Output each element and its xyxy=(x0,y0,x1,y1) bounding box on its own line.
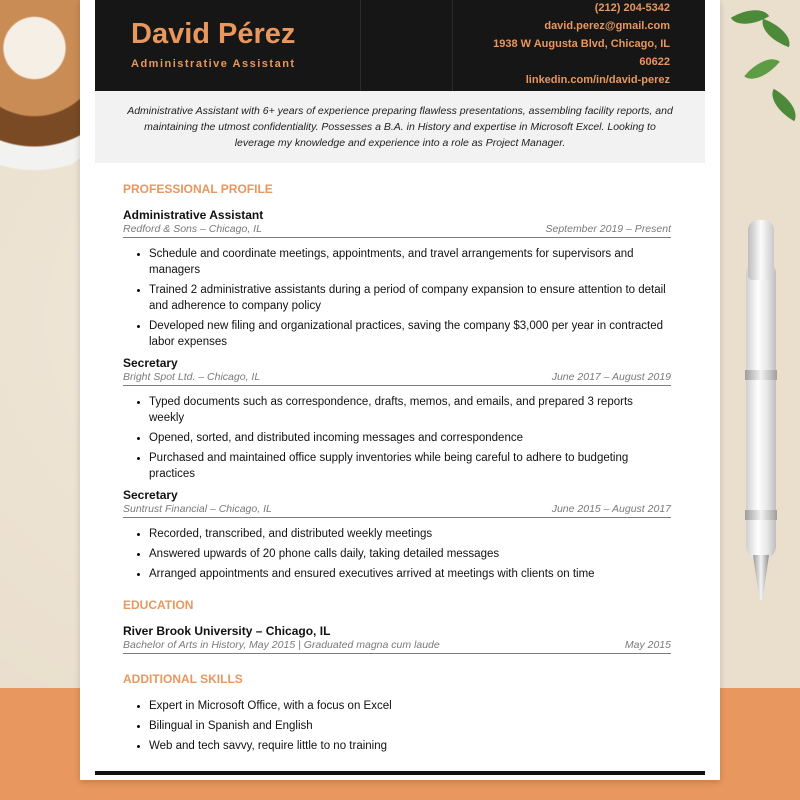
education-meta xyxy=(123,638,671,654)
section-heading-education: EDUCATION xyxy=(123,598,194,612)
job-bullet: • Trained 2 administrative assistants during a period of company expansion to ensure attention to detail and adherence to company policy xyxy=(149,282,671,314)
job-entry xyxy=(123,488,671,582)
job-bullets xyxy=(123,526,671,582)
job-entry xyxy=(123,208,671,350)
job-meta xyxy=(123,502,671,518)
contact-address: 1938 W Augusta Blvd, Chicago, IL xyxy=(493,38,670,50)
job-bullet: • Opened, sorted, and distributed incoming messages and correspondence xyxy=(149,430,671,446)
contact-zip: 60622 xyxy=(639,56,670,68)
skills-list xyxy=(123,698,671,754)
job-bullet: • Answered upwards of 20 phone calls daily, taking detailed messages xyxy=(149,546,671,562)
resume-paper xyxy=(80,0,720,780)
education-school: River Brook University – Chicago, IL xyxy=(123,624,331,638)
job-company: Redford & Sons – Chicago, IL xyxy=(123,223,262,235)
job-bullets xyxy=(123,246,671,350)
contact-linkedin: linkedin.com/in/david-perez xyxy=(525,74,670,86)
skill-item: • Expert in Microsoft Office, with a focus on Excel xyxy=(149,698,671,714)
job-company: Suntrust Financial – Chicago, IL xyxy=(123,503,272,515)
job-dates: June 2017 – August 2019 xyxy=(551,371,671,383)
candidate-name: David Pérez xyxy=(131,18,296,50)
job-bullet: • Arranged appointments and ensured executives arrived at meetings with clients on time xyxy=(149,566,671,582)
section-heading-profile: PROFESSIONAL PROFILE xyxy=(123,182,273,196)
contact-block xyxy=(450,0,670,89)
job-meta xyxy=(123,370,671,386)
job-bullets xyxy=(123,394,671,482)
job-dates: June 2015 – August 2017 xyxy=(551,503,671,515)
education-entry xyxy=(123,624,671,654)
job-bullet: • Typed documents such as correspondence, drafts, memos, and emails, and prepared 3 reports weekly xyxy=(149,394,671,426)
section-heading-skills: ADDITIONAL SKILLS xyxy=(123,672,243,686)
job-bullet: • Recorded, transcribed, and distributed weekly meetings xyxy=(149,526,671,542)
job-dates: September 2019 – Present xyxy=(545,223,671,235)
job-entry xyxy=(123,356,671,482)
plant-leaves-image xyxy=(725,0,800,150)
job-meta xyxy=(123,222,671,238)
job-bullet: • Developed new filing and organizational practices, saving the company $3,000 per year in contracted labor expenses xyxy=(149,318,671,350)
job-title: Secretary xyxy=(123,488,178,502)
contact-email: david.perez@gmail.com xyxy=(544,20,670,32)
header-divider xyxy=(360,0,361,91)
pen-image xyxy=(740,220,782,600)
education-degree: Bachelor of Arts in History, May 2015 | Graduated magna cum laude xyxy=(123,639,440,651)
job-company: Bright Spot Ltd. – Chicago, IL xyxy=(123,371,261,383)
resume-content xyxy=(123,178,671,760)
contact-phone: (212) 204-5342 xyxy=(594,2,670,14)
resume-header xyxy=(95,0,705,91)
job-bullet: • Purchased and maintained office supply inventories while being careful to adhere to budgeting practices xyxy=(149,450,671,482)
summary-box xyxy=(95,91,705,163)
footer-rule xyxy=(95,771,705,775)
job-title: Secretary xyxy=(123,356,178,370)
job-bullet: • Schedule and coordinate meetings, appointments, and travel arrangements for supervisors and managers xyxy=(149,246,671,278)
candidate-title: Administrative Assistant xyxy=(131,58,296,70)
skill-item: • Web and tech savvy, require little to no training xyxy=(149,738,671,754)
skill-item: • Bilingual in Spanish and English xyxy=(149,718,671,734)
education-date: May 2015 xyxy=(624,639,671,651)
job-title: Administrative Assistant xyxy=(123,208,264,222)
summary-text: Administrative Assistant with 6+ years of experience preparing flawless presentations, assembling facility reports, and maintaining the utmost confidentiality. Possesses a B.A. in History and expertise in Microsoft Excel. Looking to leverage my knowledge and experience into a role as Project Manager. xyxy=(127,105,673,149)
